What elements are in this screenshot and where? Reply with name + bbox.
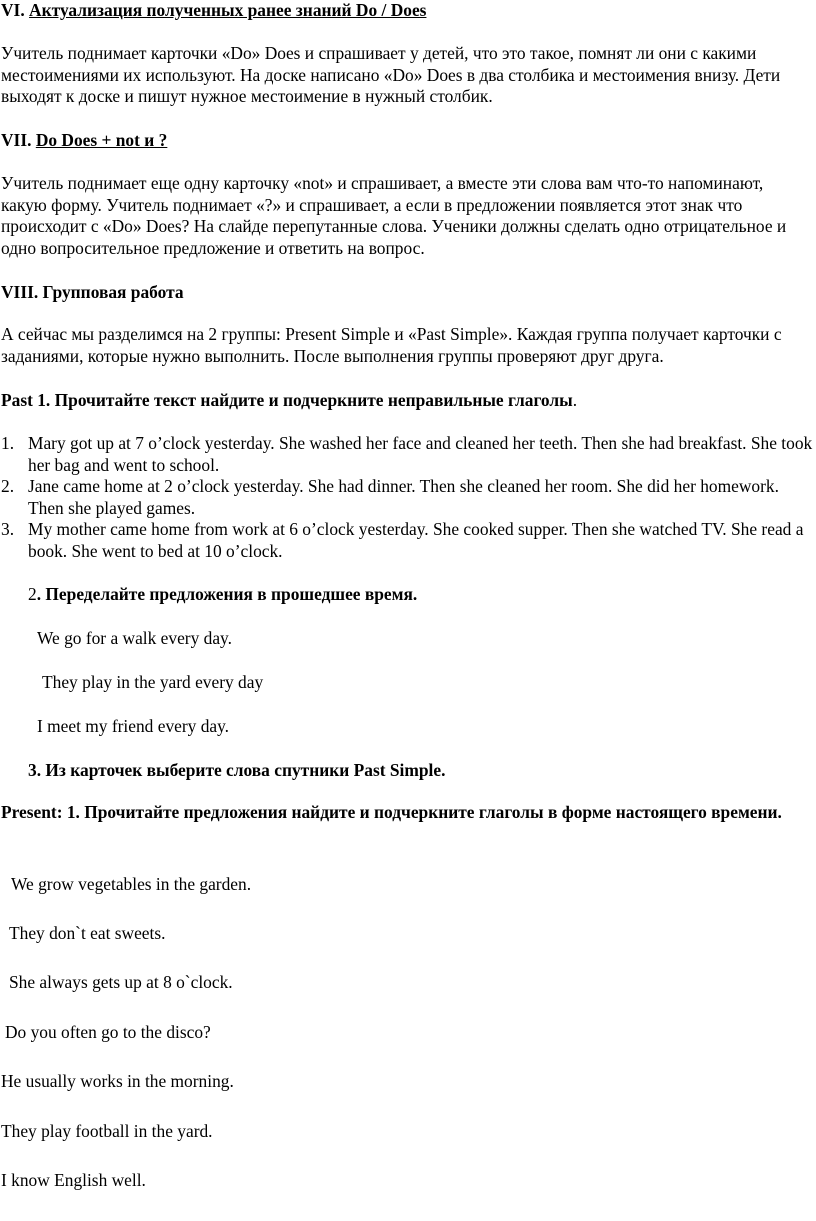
section-7-text: Учитель поднимает еще одну карточку «not» и спрашивает, а вместе эти слова вам что-то напоминают, какую форму. Учитель поднимает «?» и спрашивает, а если в предложении появляется этот знак что происходит с «Do» Does? На слайде перепутанные слова. Ученики должны сделать одно отрицательное и одно вопросительное предложение и ответить на вопрос. (1, 173, 787, 258)
section-6-number: VI. (1, 0, 25, 20)
past-sentence: They play in the yard every day (42, 672, 264, 692)
past-task-1-title: Past 1. Прочитайте текст найдите и подчеркните неправильные глаголы (1, 390, 573, 410)
section-6-heading (1, 0, 813, 22)
past-task-2-title: . Переделайте предложения в прошедшее время. (36, 584, 418, 604)
list-item-number: 1. (1, 433, 15, 453)
list-item-text: My mother came home from work at 6 o’clock yesterday. She cooked supper. Then she watched TV. She read a book. She went to bed at 10 o’clock. (28, 519, 804, 561)
list-item-text: Mary got up at 7 o’clock yesterday. She washed her face and cleaned her teeth. Then she had breakfast. She took her bag and went to school. (28, 433, 813, 475)
past-task-2-heading (28, 584, 417, 606)
list-item (1, 476, 813, 519)
section-7-number: VII. (1, 130, 32, 150)
section-7-heading (1, 130, 813, 152)
present-sentence: Do you often go to the disco? (5, 1022, 211, 1042)
past-task-2-number: 2 (28, 584, 37, 604)
past-task-1-dot: . (572, 390, 578, 410)
section-8-text: А сейчас мы разделимся на 2 группы: Present Simple и «Past Simple». Каждая группа получает карточки с заданиями, которые нужно выполнить. После выполнения группы проверяют друг друга. (1, 324, 782, 366)
section-7-title: Do Does + not и ? (35, 130, 168, 150)
present-sentence: They don`t eat sweets. (9, 923, 166, 943)
present-sentence: I know English well. (1, 1170, 146, 1190)
present-sentence: We grow vegetables in the garden. (11, 874, 252, 894)
past-sentence: I meet my friend every day. (37, 716, 230, 736)
section-6-title: Актуализация полученных ранее знаний Do / Does (29, 0, 427, 20)
list-item-number: 3. (1, 519, 15, 539)
present-sentence: She always gets up at 8 o`clock. (9, 972, 233, 992)
list-item (1, 433, 813, 476)
past-task-3-heading: 3. Из карточек выберите слова спутники Past Simple. (28, 760, 446, 780)
present-sentence: They play football in the yard. (1, 1121, 213, 1141)
list-item-number: 2. (1, 476, 15, 496)
present-task-1-heading: Present: 1. Прочитайте предложения найдите и подчеркните глаголы в форме настоящего времени. (1, 802, 782, 822)
section-8-heading: VIII. Групповая работа (1, 282, 184, 302)
past-task-1-heading (1, 390, 813, 412)
present-sentence: He usually works in the morning. (1, 1071, 234, 1091)
list-item-text: Jane came home at 2 o’clock yesterday. She had dinner. Then she cleaned her room. She did her homework. Then she played games. (28, 476, 779, 518)
list-item (1, 519, 813, 562)
past-sentence: We go for a walk every day. (37, 628, 232, 648)
section-6-text: Учитель поднимает карточки «Do» Does и спрашивает у детей, что это такое, помнят ли они с какими местоимениями их используют. На доске написано «Do» Does в два столбика и местоимения внизу. Дети выходят к доске и пишут нужное местоимение в нужный столбик. (1, 43, 781, 106)
